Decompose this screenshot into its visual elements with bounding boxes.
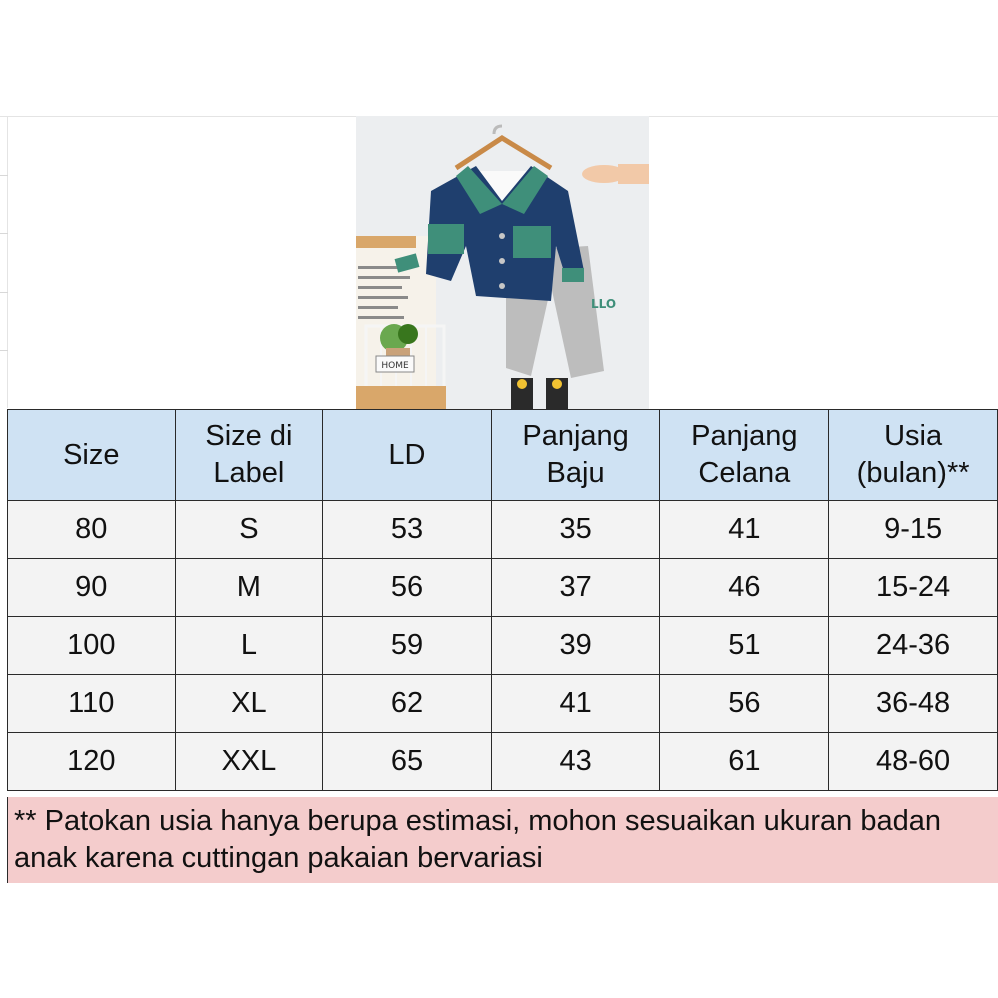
table-cell: 41 (660, 501, 829, 559)
table-cell: 56 (323, 559, 491, 617)
pocket-text: LLO (591, 297, 617, 311)
table-cell: M (175, 559, 323, 617)
header-panjang-celana: Panjang Celana (660, 410, 829, 501)
table-cell: 37 (491, 559, 660, 617)
grid-line (0, 292, 8, 293)
table-row (8, 675, 998, 733)
table-cell: 65 (323, 733, 491, 791)
table-cell: 43 (491, 733, 660, 791)
table-cell: 80 (8, 501, 176, 559)
table-cell: 15-24 (829, 559, 998, 617)
table-cell: 120 (8, 733, 176, 791)
grid-line (0, 233, 8, 234)
table-cell: 59 (323, 617, 491, 675)
table-header-row (8, 410, 998, 501)
grid-line (0, 350, 8, 351)
table-cell: 24-36 (829, 617, 998, 675)
table-row (8, 559, 998, 617)
table-row (8, 501, 998, 559)
grid-line (0, 175, 8, 176)
header-ld: LD (323, 410, 491, 501)
table-cell: 61 (660, 733, 829, 791)
header-size-di-label: Size di Label (175, 410, 323, 501)
sign-text: HOME (381, 361, 409, 371)
table-cell: 90 (8, 559, 176, 617)
table-cell: 110 (8, 675, 176, 733)
age-disclaimer-note: ** Patokan usia hanya berupa estimasi, mohon sesuaikan ukuran badan anak karena cuttingan pakaian bervariasi (7, 797, 998, 883)
table-cell: 36-48 (829, 675, 998, 733)
header-panjang-baju: Panjang Baju (491, 410, 660, 501)
table-cell: 51 (660, 617, 829, 675)
size-chart-table (7, 409, 998, 791)
table-cell: 53 (323, 501, 491, 559)
table-cell: 35 (491, 501, 660, 559)
header-size: Size (8, 410, 176, 501)
table-cell: XL (175, 675, 323, 733)
grid-line (7, 116, 8, 408)
table-cell: 9-15 (829, 501, 998, 559)
table-cell: 39 (491, 617, 660, 675)
table-cell: 62 (323, 675, 491, 733)
product-photo (356, 116, 649, 409)
header-usia: Usia (bulan)** (829, 410, 998, 501)
table-row (8, 733, 998, 791)
table-cell: 100 (8, 617, 176, 675)
table-cell: S (175, 501, 323, 559)
table-cell: 46 (660, 559, 829, 617)
table-cell: 48-60 (829, 733, 998, 791)
table-cell: XXL (175, 733, 323, 791)
table-cell: L (175, 617, 323, 675)
table-cell: 41 (491, 675, 660, 733)
table-cell: 56 (660, 675, 829, 733)
table-row (8, 617, 998, 675)
